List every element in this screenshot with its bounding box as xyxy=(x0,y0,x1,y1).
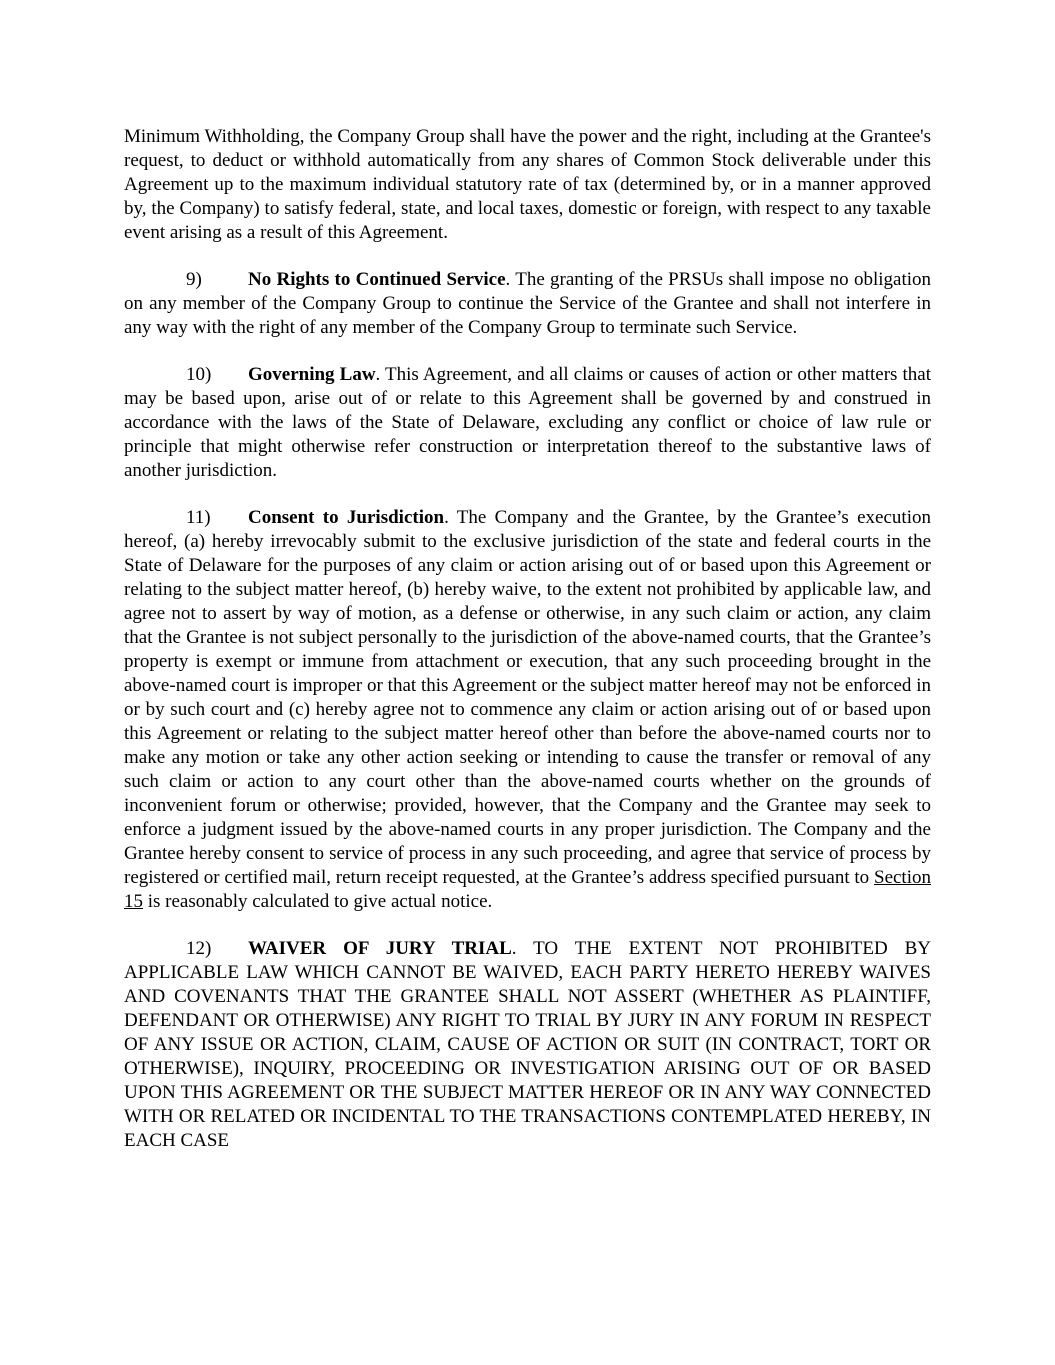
section-11-heading: Consent to Jurisdiction xyxy=(248,507,445,528)
paragraph-section-11 xyxy=(124,506,931,914)
section-9-number: 9) xyxy=(186,269,202,290)
paragraph-section-12 xyxy=(124,937,931,1153)
section-10-number: 10) xyxy=(186,364,212,385)
section-9-body: . The granting of the PRSUs shall impose no obligation on any member of the Company Group to continue the Service of the Grantee and shall not interfere in any way with the right of any member of the Company Group to terminate such Service. xyxy=(124,269,931,338)
document-page xyxy=(124,125,931,1176)
section-10-body: . This Agreement, and all claims or causes of action or other matters that may be based upon, arise out of or relate to this Agreement shall be governed by and construed in accordance with the laws of the State of Delaware, excluding any conflict or choice of law rule or principle that might otherwise refer construction or interpretation thereof to the substantive laws of another jurisdiction. xyxy=(124,364,931,481)
section-11-body-before-ref: . The Company and the Grantee, by the Grantee’s execution hereof, (a) hereby irrevocably submit to the exclusive jurisdiction of the state and federal courts in the State of Delaware for the purposes of any claim or action arising out of or based upon this Agreement or relating to the subject matter hereof, (b) hereby waive, to the extent not prohibited by applicable law, and agree not to assert by way of motion, as a defense or otherwise, in any such claim or action, any claim that the Grantee is not subject personally to the jurisdiction of the above-named courts, that the Grantee’s property is exempt or immune from attachment or execution, that any such proceeding brought in the above-named court is improper or that this Agreement or the subject matter hereof may not be enforced in or by such court and (c) hereby agree not to commence any claim or action arising out of or based upon this Agreement or relating to the subject matter hereof other than before the above-named courts nor to make any motion or take any other action seeking or intending to cause the transfer or removal of any such claim or action to any court other than the above-named courts whether on the grounds of inconvenient forum or otherwise; provided, however, that the Company and the Grantee may seek to enforce a judgment issued by the above-named courts in any proper jurisdiction. The Company and the Grantee hereby consent to service of process in any such proceeding, and agree that service of process by registered or certified mail, return receipt requested, at the Grantee’s address specified pursuant to xyxy=(124,507,931,888)
continuation-text: Minimum Withholding, the Company Group shall have the power and the right, including at the Grantee's request, to deduct or withhold automatically from any shares of Common Stock deliverable under this Agreement up to the maximum individual statutory rate of tax (determined by, or in a manner approved by, the Company) to satisfy federal, state, and local taxes, domestic or foreign, with respect to any taxable event arising as a result of this Agreement. xyxy=(124,126,931,243)
section-12-number: 12) xyxy=(186,938,212,959)
section-15-cross-reference[interactable]: Section 15 xyxy=(124,867,931,912)
paragraph-section-10 xyxy=(124,363,931,483)
section-12-body: . TO THE EXTENT NOT PROHIBITED BY APPLICABLE LAW WHICH CANNOT BE WAIVED, EACH PARTY HERETO HEREBY WAIVES AND COVENANTS THAT THE GRANTEE SHALL NOT ASSERT (WHETHER AS PLAINTIFF, DEFENDANT OR OTHERWISE) ANY RIGHT TO TRIAL BY JURY IN ANY FORUM IN RESPECT OF ANY ISSUE OR ACTION, CLAIM, CAUSE OF ACTION OR SUIT (IN CONTRACT, TORT OR OTHERWISE), INQUIRY, PROCEEDING OR INVESTIGATION ARISING OUT OF OR BASED UPON THIS AGREEMENT OR THE SUBJECT MATTER HEREOF OR IN ANY WAY CONNECTED WITH OR RELATED OR INCIDENTAL TO THE TRANSACTIONS CONTEMPLATED HEREBY, IN EACH CASE xyxy=(124,938,932,1151)
section-9-heading: No Rights to Continued Service xyxy=(248,269,506,290)
section-12-heading: WAIVER OF JURY TRIAL xyxy=(248,938,512,959)
paragraph-section-9 xyxy=(124,268,931,340)
section-11-body-after-ref: is reasonably calculated to give actual notice. xyxy=(143,891,493,912)
section-10-heading: Governing Law xyxy=(248,364,376,385)
paragraph-continuation xyxy=(124,125,931,245)
section-11-number: 11) xyxy=(186,507,211,528)
